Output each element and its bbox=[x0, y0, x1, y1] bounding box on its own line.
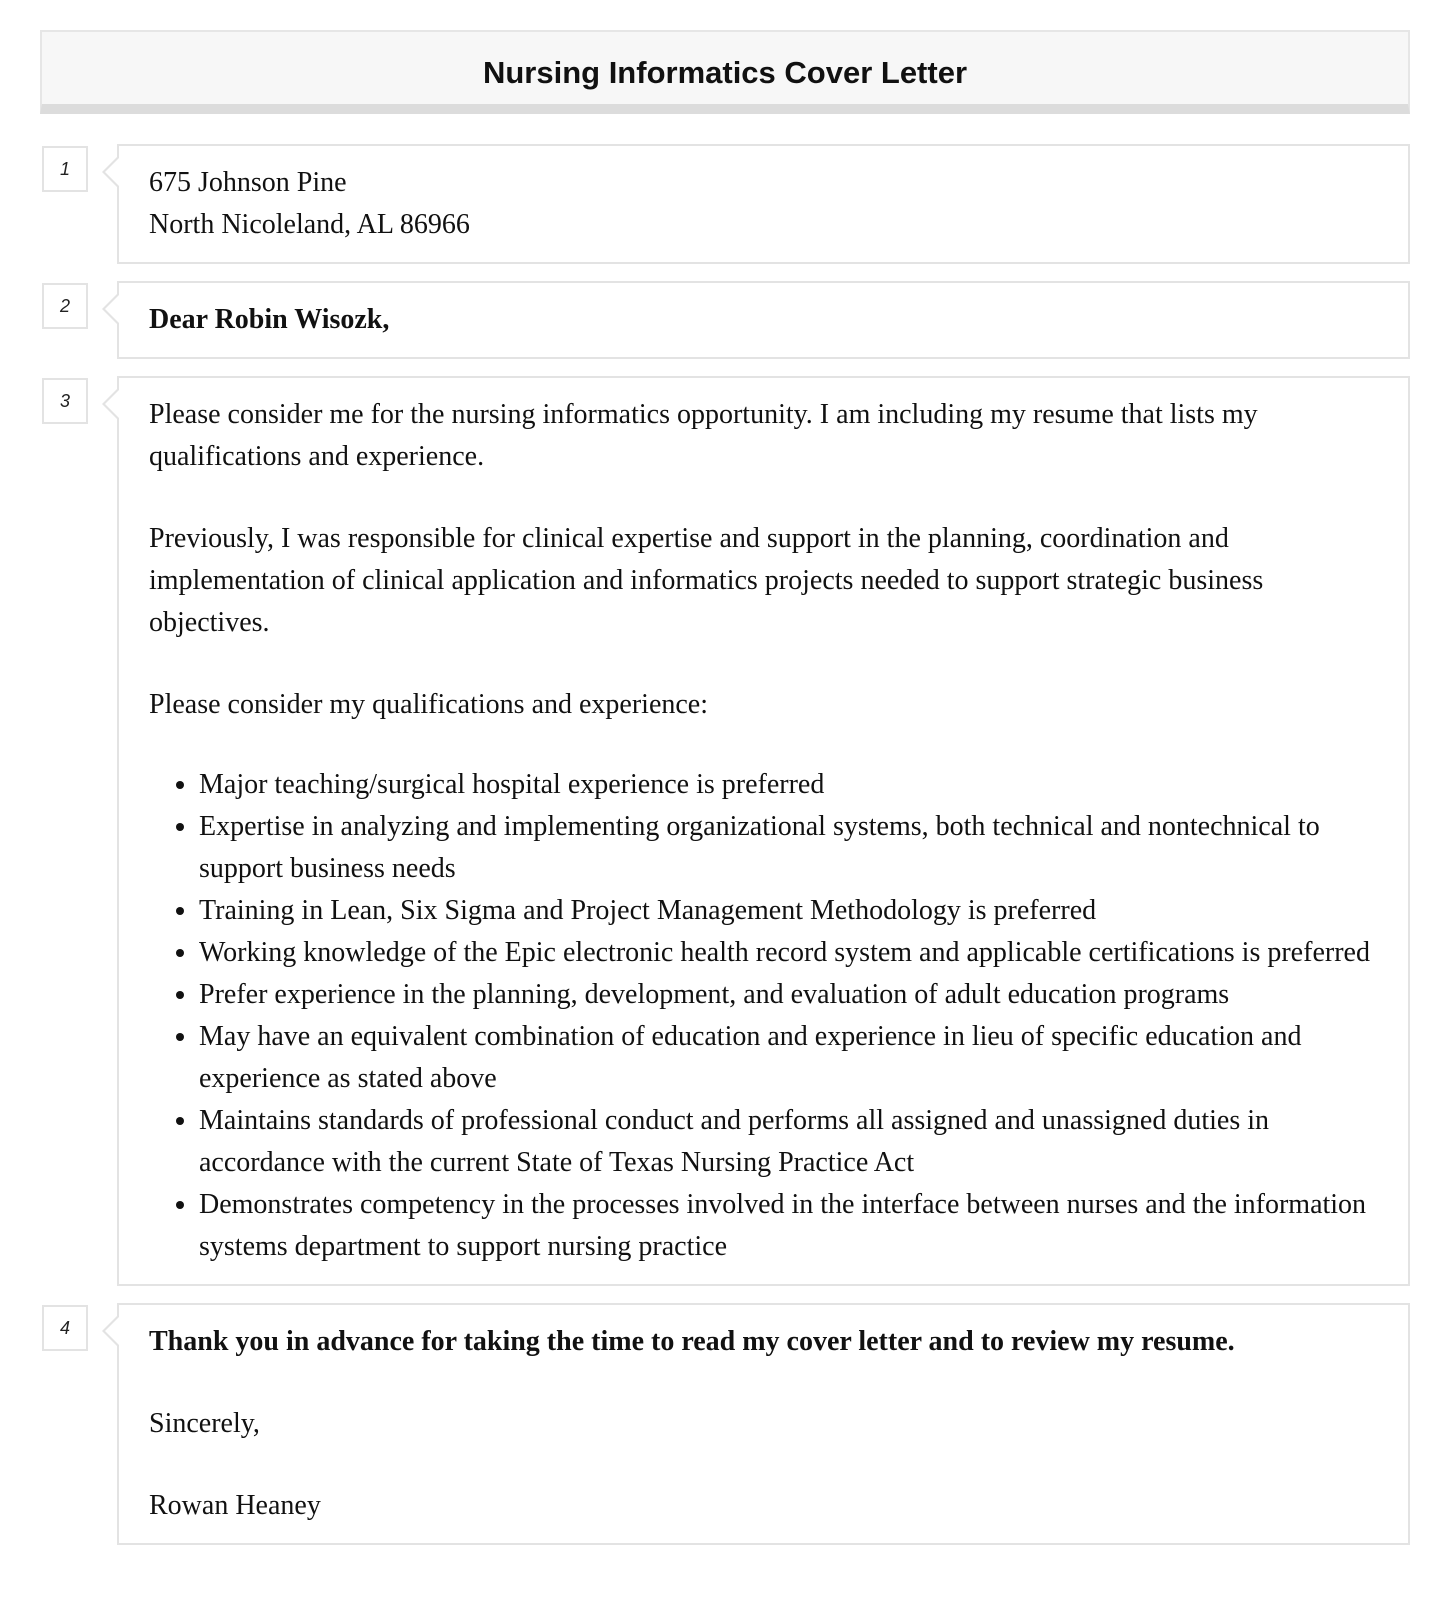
closing-card bbox=[117, 1303, 1410, 1545]
section-body bbox=[40, 376, 1410, 1286]
thank-you-text: Thank you in advance for taking the time to read my cover letter and to review my resume. bbox=[149, 1326, 1235, 1357]
signature-name: Rowan Heaney bbox=[149, 1490, 321, 1521]
list-item: • Working knowledge of the Epic electronic health record system and applicable certifications is preferred bbox=[199, 932, 1378, 974]
list-item: • Prefer experience in the planning, development, and evaluation of adult education programs bbox=[199, 974, 1378, 1016]
address-line-2: North Nicoleland, AL 86966 bbox=[149, 209, 470, 240]
section-number-badge: 3 bbox=[42, 378, 88, 424]
section-greeting bbox=[40, 281, 1410, 359]
greeting-card bbox=[117, 281, 1410, 359]
greeting-text: Dear Robin Wisozk, bbox=[149, 304, 390, 335]
address-line-1: 675 Johnson Pine bbox=[149, 167, 347, 198]
list-item: • Demonstrates competency in the processes involved in the interface between nurses and the information systems department to support nursing practice bbox=[199, 1184, 1378, 1268]
qualifications-intro: Please consider my qualifications and experience: bbox=[149, 689, 709, 720]
list-item: • Maintains standards of professional conduct and performs all assigned and unassigned duties in accordance with the current State of Texas Nursing Practice Act bbox=[199, 1100, 1378, 1184]
intro-paragraph: Please consider me for the nursing informatics opportunity. I am including my resume that lists my qualifications and experience. bbox=[149, 399, 1258, 472]
section-number-badge: 1 bbox=[42, 146, 88, 192]
previous-experience-paragraph: Previously, I was responsible for clinical expertise and support in the planning, coordination and implementation of clinical application and informatics projects needed to support strategic business objectives. bbox=[149, 523, 1264, 638]
section-number-badge: 4 bbox=[42, 1305, 88, 1351]
body-card bbox=[117, 376, 1410, 1286]
section-address bbox=[40, 144, 1410, 264]
list-item: • Training in Lean, Six Sigma and Project Management Methodology is preferred bbox=[199, 890, 1378, 932]
address-card bbox=[117, 144, 1410, 264]
page-header bbox=[40, 30, 1410, 114]
list-item: • May have an equivalent combination of education and experience in lieu of specific education and experience as stated above bbox=[199, 1016, 1378, 1100]
signoff-text: Sincerely, bbox=[149, 1408, 260, 1439]
section-closing bbox=[40, 1303, 1410, 1545]
qualifications-list bbox=[149, 764, 1378, 1268]
list-item: • Major teaching/surgical hospital experience is preferred bbox=[199, 764, 1378, 806]
page-title: Nursing Informatics Cover Letter bbox=[482, 55, 968, 90]
section-number-badge: 2 bbox=[42, 283, 88, 329]
cover-letter-page bbox=[40, 30, 1410, 1545]
list-item: • Expertise in analyzing and implementing organizational systems, both technical and nontechnical to support business needs bbox=[199, 806, 1378, 890]
